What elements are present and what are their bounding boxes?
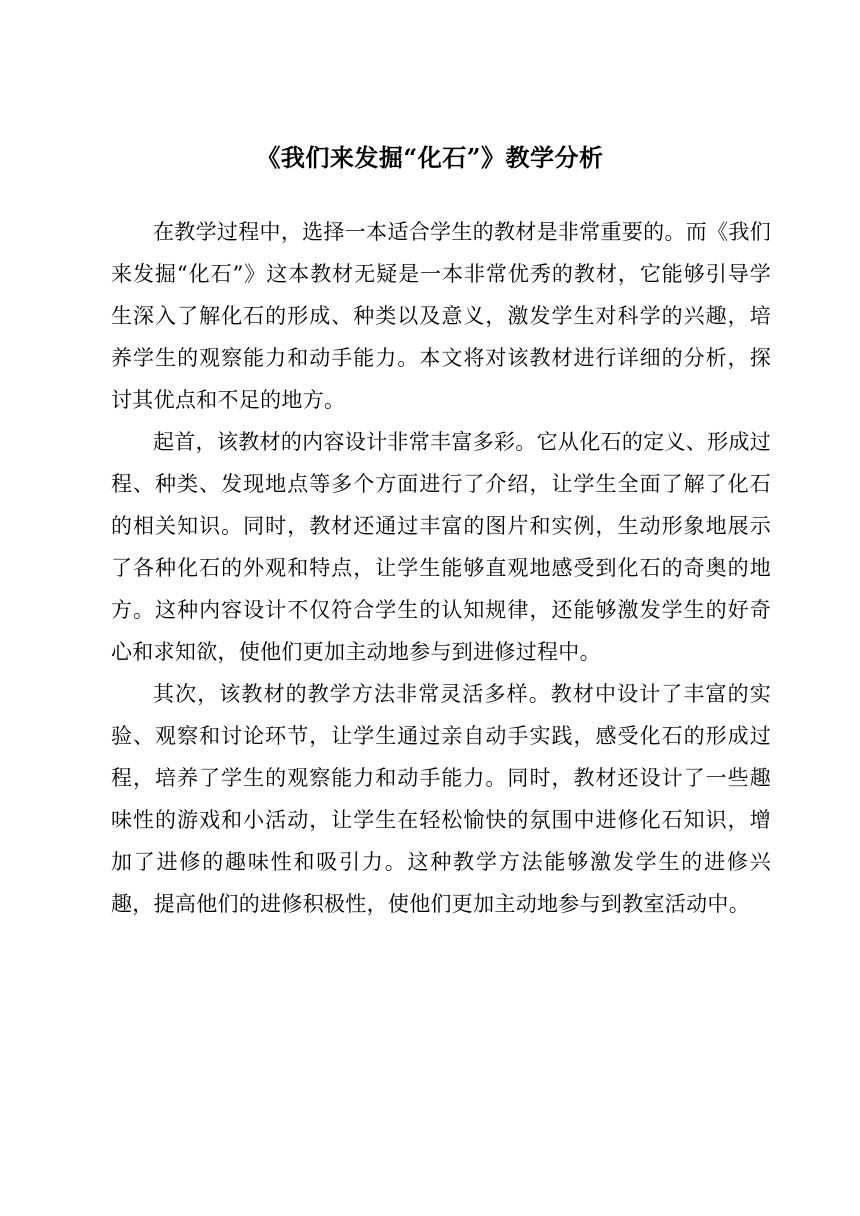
document-body xyxy=(111,211,771,925)
paragraph-3: 其次，该教材的教学方法非常灵活多样。教材中设计了丰富的实验、观察和讨论环节，让学生通过亲自动手实践，感受化石的形成过程，培养了学生的观察能力和动手能力。同时，教材还设计了一些趣味性的游戏和小活动，让学生在轻松愉快的氛围中进修化石知识，增加了进修的趣味性和吸引力。这种教学方法能够激发学生的进修兴趣，提高他们的进修积极性，使他们更加主动地参与到教室活动中。 xyxy=(111,682,771,916)
paragraph-2: 起首，该教材的内容设计非常丰富多彩。它从化石的定义、形成过程、种类、发现地点等多个方面进行了介绍，让学生全面了解了化石的相关知识。同时，教材还通过丰富的图片和实例，生动形象地展示了各种化石的外观和特点，让学生能够直观地感受到化石的奇奥的地方。这种内容设计不仅符合学生的认知规律，还能够激发学生的好奇心和求知欲，使他们更加主动地参与到进修过程中。 xyxy=(111,430,771,664)
paragraph-1: 在教学过程中，选择一本适合学生的教材是非常重要的。而《我们来发掘“化石”》这本教材无疑是一本非常优秀的教材，它能够引导学生深入了解化石的形成、种类以及意义，激发学生对科学的兴趣，培养学生的观察能力和动手能力。本文将对该教材进行详细的分析，探讨其优点和不足的地方。 xyxy=(111,220,771,412)
document-title: 《我们来发掘“化石”》教学分析 xyxy=(256,143,604,172)
